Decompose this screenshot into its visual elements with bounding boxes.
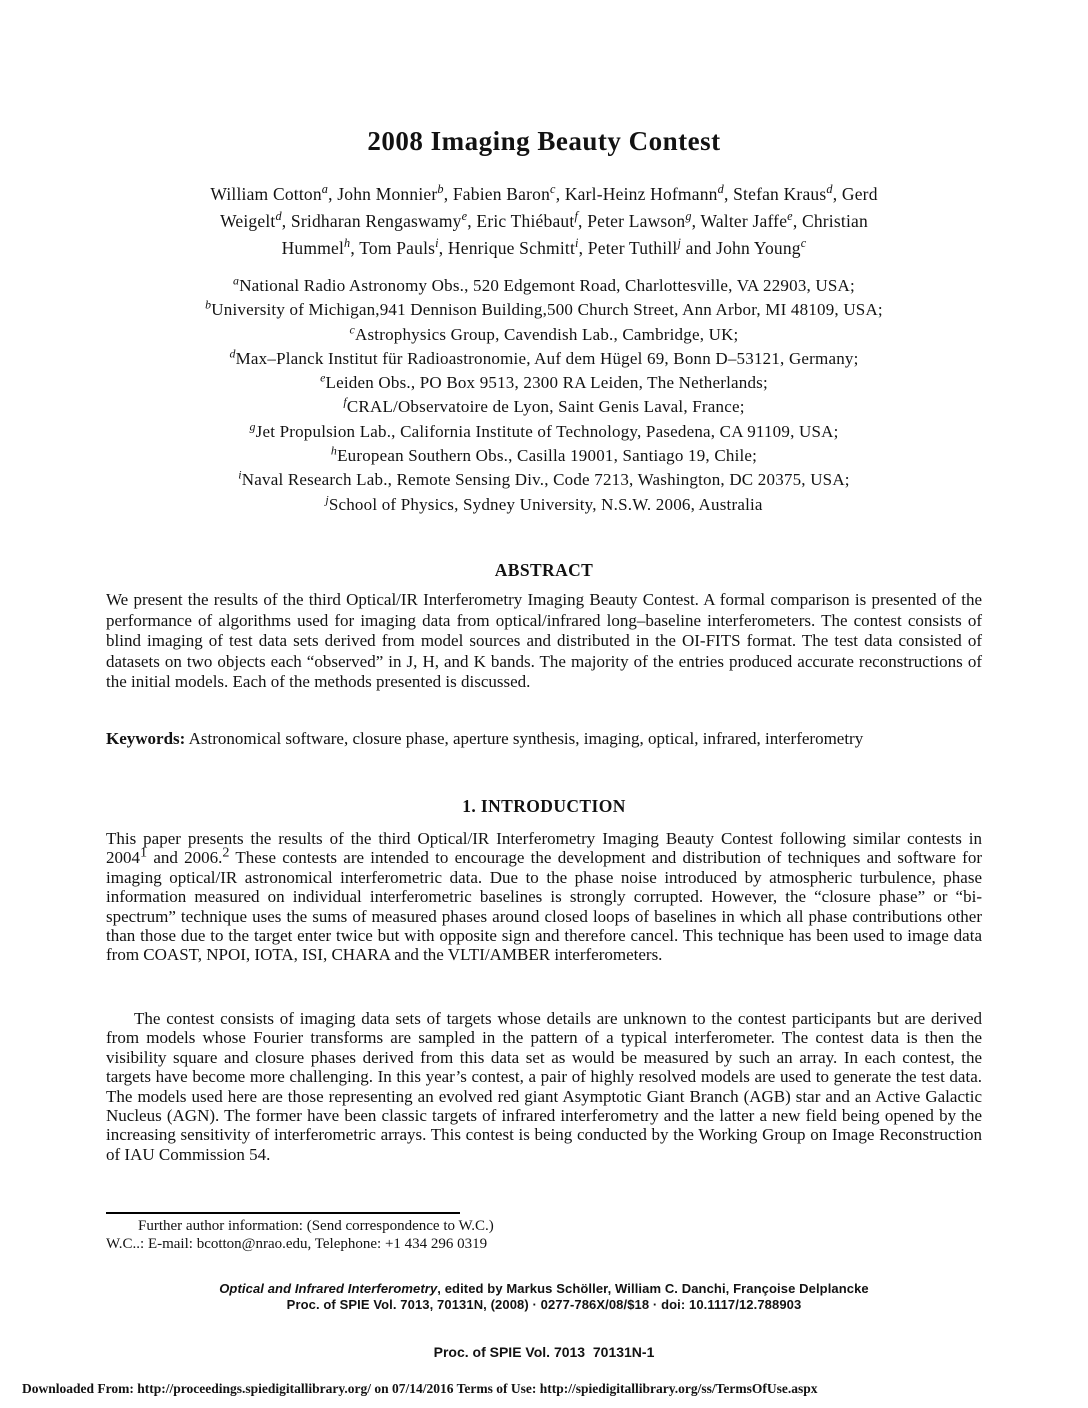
abstract-heading: ABSTRACT	[494, 560, 594, 580]
author-line-1: William Cotton$^a$, John Monnier$^b$, Fabien Baron$^c$, Karl-Heinz Hofmann$^d$, Stefan Kraus$^d$, Gerd	[210, 182, 878, 204]
intro-paragraph-1: This paper presents the results of the third Optical/IR Interferometry Imaging Beauty Contest following similar contests in 2004$^1$ and 2006.$^2$ These contests are intended to encourage the development and distribution of techniques and software for imaging optical/IR astronomical interferometric data. Due to the phase noise introduced by atmospheric turbulence, phase information measured on individual interferometric baselines is strongly corrupted. However, the “closure phase” or “bi-spectrum” technique uses the sums of measured phases around closed loops of baselines in which all phase contributions other than those due to the target enter twice but with opposite sign and therefore cancel. This technique has been used to image data from COAST, NPOI, IOTA, ISI, CHARA and the VLTI/AMBER interferometers.	[106, 829, 982, 965]
footnote-rule	[106, 1212, 460, 1214]
affiliation-line-e: $^e$Leiden Obs., PO Box 9513, 2300 RA Leiden, The Netherlands;	[320, 370, 768, 393]
colophon-citation: Proc. of SPIE Vol. 7013, 70131N, (2008) · 0277-786X/08/$18 · doi: 10.1117/12.788903	[286, 1296, 802, 1312]
affiliation-line-h: $^h$European Southern Obs., Casilla 19001, Santiago 19, Chile;	[330, 443, 758, 466]
affiliation-line-b: $^b$University of Michigan,941 Dennison Building,500 Church Street, Ann Arbor, MI 48109, USA;	[205, 297, 883, 320]
affiliation-line-d: $^d$Max–Planck Institut für Radioastronomie, Auf dem Hügel 69, Bonn D–53121, Germany;	[229, 346, 859, 368]
affiliation-block	[106, 274, 982, 517]
intro-paragraph-2: The contest consists of imaging data sets of targets whose details are unknown to the contest participants but are derived from models whose Fourier transforms are sampled in the pattern of a typical interferometer. The contest data is then the visibility square and closure phases derived from this data set as would be measured by such an array. In each contest, the targets have become more challenging. In this year’s contest, a pair of highly resolved models are used to generate the test data. The models used here are those representing an evolved red giant Asymptotic Giant Branch (AGB) star and an Active Galactic Nucleus (AGN). The former have been classic targets of infrared interferometry and the latter a new field being opened by the increasing sensitivity of interferometric arrays. This contest is being conducted by the Working Group on Image Reconstruction of IAU Commission 54.	[106, 1009, 982, 1164]
affiliation-line-j: $^j$School of Physics, Sydney University, N.S.W. 2006, Australia	[325, 492, 763, 514]
paper-title: 2008 Imaging Beauty Contest	[367, 126, 721, 156]
affiliation-line-i: $^i$Naval Research Lab., Remote Sensing Div., Code 7213, Washington, DC 20375, USA;	[238, 467, 850, 490]
colophon-editors: Optical and Infrared Interferometry, edited by Markus Schöller, William C. Danchi, Françoise Delplancke	[219, 1281, 869, 1296]
affiliation-line-g: $^g$Jet Propulsion Lab., California Institute of Technology, Pasedena, CA 91109, USA;	[249, 419, 839, 441]
page-number: Proc. of SPIE Vol. 7013 70131N-1	[433, 1344, 655, 1360]
author-block	[106, 181, 982, 262]
abstract-text: We present the results of the third Optical/IR Interferometry Imaging Beauty Contest. A formal comparison is presented of the performance of algorithms used for imaging data from optical/infrared long–baseline interferometers. The contest consists of blind imaging of test data sets derived from model sources and distributed in the OI-FITS format. The test data consisted of datasets on two objects each “observed” in J, H, and K bands. The majority of the entries produced accurate reconstructions of the initial models. Each of the methods presented is discussed.	[106, 590, 982, 692]
keywords-line: Keywords: Astronomical software, closure phase, aperture synthesis, imaging, optical, infrared, interferometry	[106, 729, 864, 748]
introduction-heading: 1. INTRODUCTION	[462, 796, 626, 816]
footnote-correspondence: Further author information: (Send correspondence to W.C.)	[138, 1218, 494, 1234]
colophon-block	[106, 1281, 982, 1312]
footnote-contact: W.C..: E-mail: bcotton@nrao.edu, Telephone: +1 434 296 0319	[106, 1235, 488, 1252]
author-line-2: Weigelt$^d$, Sridharan Rengaswamy$^e$, Eric Thiébaut$^f$, Peter Lawson$^g$, Walter Jaffe$^e$, Christian	[220, 209, 868, 231]
author-line-3: Hummel$^h$, Tom Pauls$^i$, Henrique Schmitt$^i$, Peter Tuthill$^j$ and John Young$^c$	[281, 236, 807, 258]
download-notice: Downloaded From: http://proceedings.spiedigitallibrary.org/ on 07/14/2016 Terms of Use: http://spiedigitallibrary.org/ss/TermsOfUse.aspx	[22, 1381, 818, 1396]
affiliation-line-c: $^c$Astrophysics Group, Cavendish Lab., Cambridge, UK;	[349, 321, 739, 344]
affiliation-line-a: $^a$National Radio Astronomy Obs., 520 Edgemont Road, Charlottesville, VA 22903, USA;	[233, 273, 855, 295]
footnote-block	[106, 1218, 982, 1253]
affiliation-line-f: $^f$CRAL/Observatoire de Lyon, Saint Genis Laval, France;	[343, 394, 745, 417]
